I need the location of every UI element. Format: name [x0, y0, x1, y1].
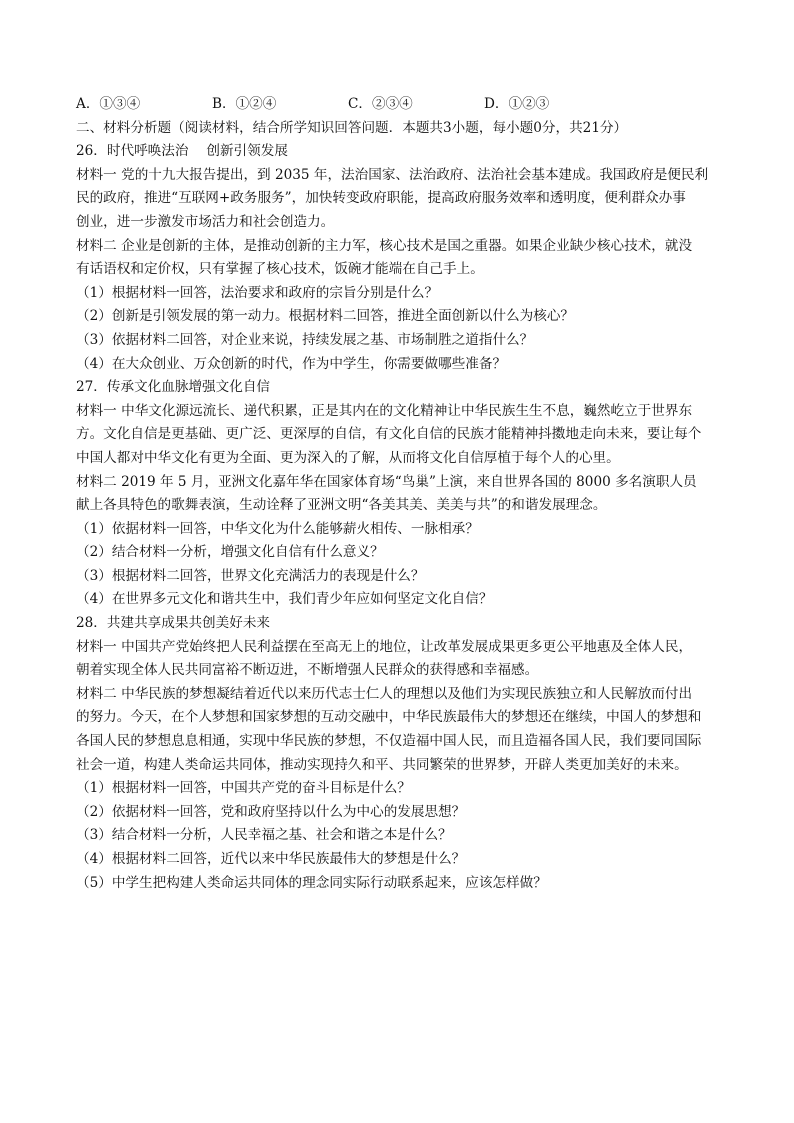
q28-material-2-line-3: 各国人民的梦想息息相通，实现中华民族的梦想，不仅造福中国人民，而且造福各国人民，我们要同国际: [76, 733, 702, 750]
q27-sub-4: （4）在世界多元文化和谐共生中，我们青少年应如何坚定文化自信？: [76, 591, 493, 608]
q27-material-1-line-2: 方。文化自信是更基础、更广泛、更深厚的自信，有文化自信的民族才能精神抖擞地走向未来，要让每个: [76, 426, 702, 443]
q28-sub-3: （3）结合材料一分析，人民幸福之基、社会和谐之本是什么？: [76, 827, 452, 844]
option-b: B．①②④: [212, 96, 277, 112]
question-27-title: 27．传承文化血脉增强文化自信: [76, 379, 271, 396]
q27-material-1-line-3: 中国人都对中华文化有更为全面、更为深入的了解，从而将文化自信厚植于每个人的心里。: [76, 449, 620, 466]
q28-material-2-line-1: 材料二 中华民族的梦想凝结着近代以来历代志士仁人的理想以及他们为实现民族独立和人民解放而付出: [76, 685, 693, 702]
question-26: [76, 140, 726, 376]
q28-material-1-line-2: 朝着实现全体人民共同富裕不断迈进，不断增强人民群众的获得感和幸福感。: [76, 662, 539, 679]
q27-sub-2: （2）结合材料一分析，增强文化自信有什么意义？: [76, 544, 384, 561]
exam-page: [76, 93, 726, 895]
q26-material-1-line-2: 民的政府，推进“互联网+政务服务”，加快转变政府职能，提高政府服务效率和透明度，便利群众办事: [76, 190, 686, 207]
option-c: C．②③④: [348, 96, 413, 112]
q26-material-2-line-1: 材料二 企业是创新的主体，是推动创新的主力军，核心技术是国之重器。如果企业缺少核心技术，就没: [76, 237, 693, 254]
q28-material-2-line-2: 的努力。今天，在个人梦想和国家梦想的互动交融中，中华民族最伟大的梦想还在继续，中国人的梦想和: [76, 709, 702, 726]
q26-material-1-line-1: 材料一 党的十九大报告提出，到 2035 年，法治国家、法治政府、法治社会基本建成。我国政府是便民利: [76, 166, 709, 183]
q26-material-2-line-2: 有话语权和定价权，只有掌握了核心技术，饭碗才能端在自己手上。: [76, 261, 484, 278]
q28-sub-1: （1）根据材料一回答，中国共产党的奋斗目标是什么？: [76, 780, 411, 797]
question-28: [76, 612, 726, 895]
q28-material-2-line-4: 社会一道，构建人类命运共同体，推动实现持久和平、共同繁荣的世界梦，开辟人类更加美好的未来。: [76, 756, 688, 773]
options-row: [76, 93, 726, 117]
q26-sub-3: （3）依据材料二回答，对企业来说，持续发展之基、市场制胜之道指什么？: [76, 331, 534, 348]
q26-material-1-line-3: 创业，进一步激发市场活力和社会创造力。: [76, 213, 335, 230]
q27-sub-1: （1）依据材料一回答，中华文化为什么能够薪火相传、一脉相承？: [76, 520, 479, 537]
question-28-title: 28．共建共享成果共创美好未来: [76, 615, 271, 632]
question-27: [76, 376, 726, 612]
q28-sub-5: （5）中学生把构建人类命运共同体的理念同实际行动联系起来，应该怎样做？: [76, 874, 547, 891]
q26-sub-2: （2）创新是引领发展的第一动力。根据材料二回答，推进全面创新以什么为核心？: [76, 308, 575, 325]
section-title: 二、材料分析题（阅读材料，结合所学知识回答问题．本题共3小题，每小题0分，共21分）: [76, 119, 628, 136]
option-a: A．①③④: [76, 96, 141, 112]
q28-material-1-line-1: 材料一 中国共产党始终把人民利益摆在至高无上的地位，让改革发展成果更多更公平地惠及全体人民，: [76, 638, 693, 655]
q27-material-2-line-2: 献上各具特色的歌舞表演，生动诠释了亚洲文明“各美其美、美美与共”的和谐发展理念。: [76, 497, 607, 514]
q27-material-1-line-1: 材料一 中华文化源远流长、递代积累，正是其内在的文化精神让中华民族生生不息，巍然屹立于世界东: [76, 402, 693, 419]
q27-material-2-line-1: 材料二 2019 年 5 月，亚洲文化嘉年华在国家体育场“鸟巢”上演，来自世界各国的 8000 多名演职人员: [76, 473, 697, 490]
q28-sub-4: （4）根据材料二回答，近代以来中华民族最伟大的梦想是什么？: [76, 851, 466, 867]
q27-sub-3: （3）根据材料二回答，世界文化充满活力的表现是什么？: [76, 567, 425, 584]
option-d: D．①②③: [484, 96, 550, 112]
q26-sub-4: （4）在大众创业、万众创新的时代，作为中学生，你需要做哪些准备？: [76, 355, 507, 372]
question-26-title: 26．时代呼唤法治 创新引领发展: [76, 143, 288, 160]
q28-sub-2: （2）依据材料一回答，党和政府坚持以什么为中心的发展思想？: [76, 803, 466, 820]
q26-sub-1: （1）根据材料一回答，法治要求和政府的宗旨分别是什么？: [76, 284, 439, 301]
